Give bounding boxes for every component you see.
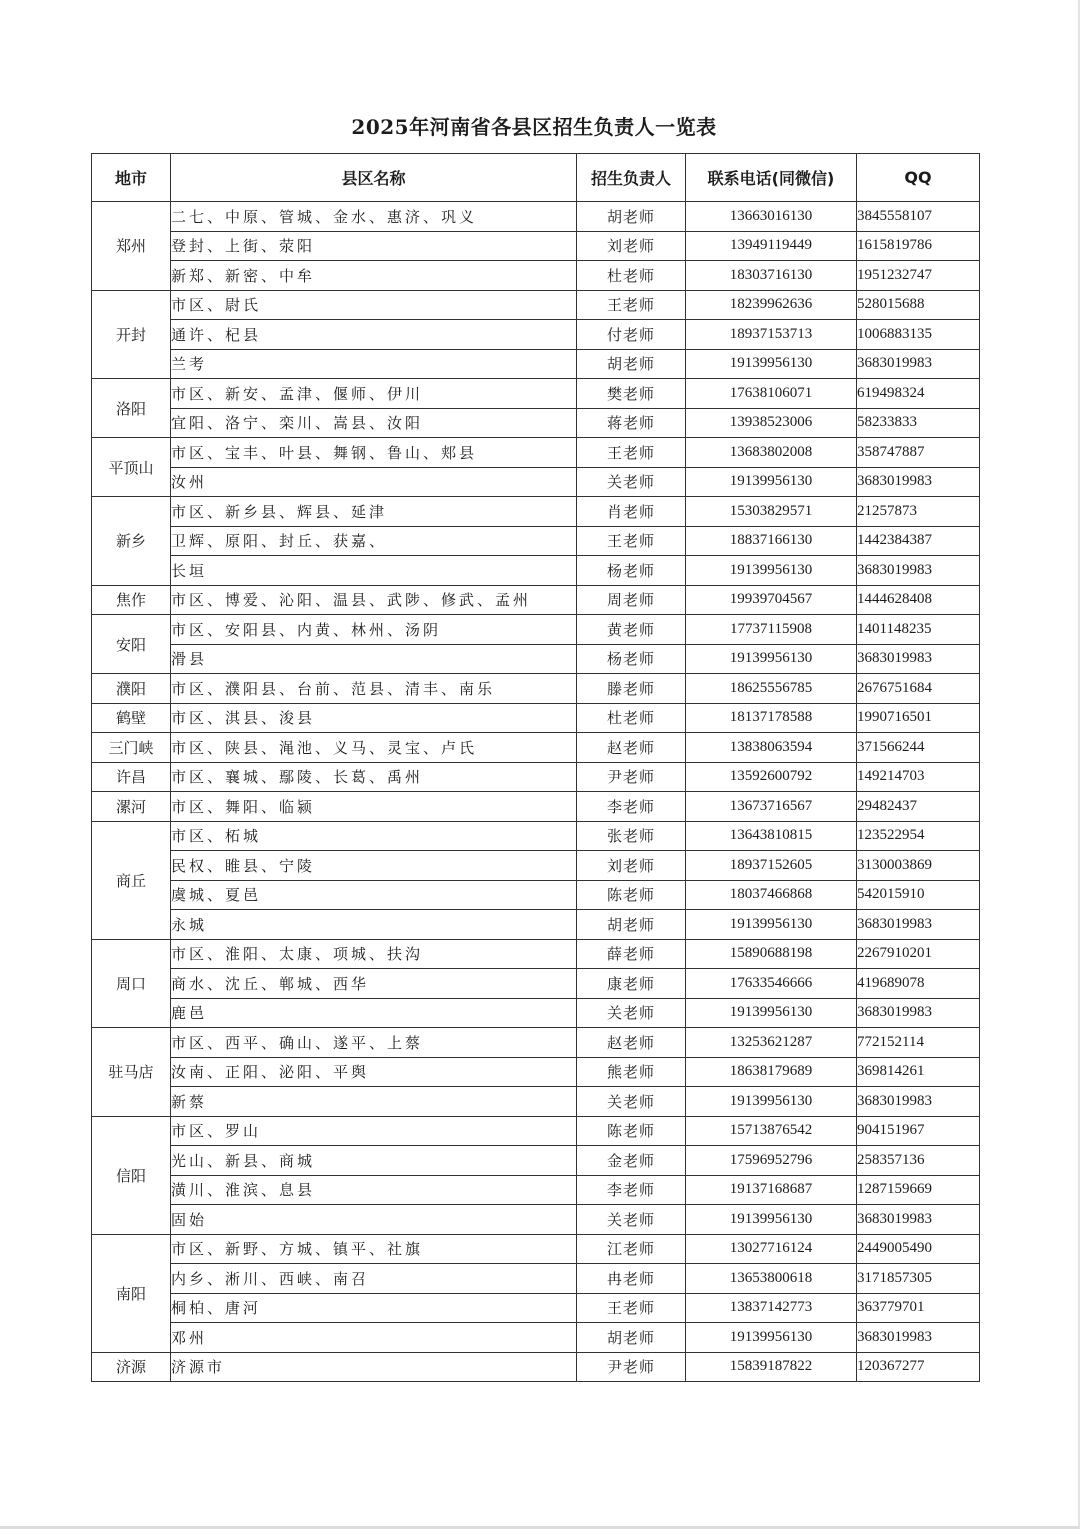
- table-row: [92, 1116, 980, 1146]
- qq-cell: 1615819786: [857, 231, 980, 261]
- city-cell: 焦作: [92, 585, 171, 615]
- person-cell: 关老师: [577, 1205, 686, 1235]
- document-title: 2025年河南省各县区招生负责人一览表: [351, 115, 717, 139]
- phone-cell: 13938523006: [686, 408, 857, 438]
- qq-cell: 1442384387: [857, 526, 980, 556]
- phone-cell: 18037466868: [686, 880, 857, 910]
- phone-cell: 13653800618: [686, 1264, 857, 1294]
- phone-cell: 19139956130: [686, 998, 857, 1028]
- table-row: [92, 615, 980, 645]
- table-row: [92, 1293, 980, 1323]
- person-cell: 杨老师: [577, 556, 686, 586]
- qq-cell: 120367277: [857, 1352, 980, 1382]
- counties-cell: 汝州: [171, 467, 577, 497]
- person-cell: 赵老师: [577, 733, 686, 763]
- qq-cell: 3683019983: [857, 1087, 980, 1117]
- phone-cell: 13643810815: [686, 821, 857, 851]
- header-phone: 联系电话(同微信): [686, 154, 857, 202]
- header-qq: QQ: [857, 154, 980, 202]
- table-row: [92, 998, 980, 1028]
- phone-cell: 15890688198: [686, 939, 857, 969]
- counties-cell: 市区、舞阳、临颍: [171, 792, 577, 822]
- phone-cell: 19137168687: [686, 1175, 857, 1205]
- person-cell: 杜老师: [577, 703, 686, 733]
- phone-cell: 19139956130: [686, 1087, 857, 1117]
- person-cell: 康老师: [577, 969, 686, 999]
- phone-cell: 18625556785: [686, 674, 857, 704]
- counties-cell: 市区、新野、方城、镇平、社旗: [171, 1234, 577, 1264]
- table-row: [92, 585, 980, 615]
- phone-cell: 19139956130: [686, 644, 857, 674]
- phone-cell: 18137178588: [686, 703, 857, 733]
- city-cell: 鹤壁: [92, 703, 171, 733]
- header-city: 地市: [92, 154, 171, 202]
- person-cell: 蒋老师: [577, 408, 686, 438]
- counties-cell: 内乡、淅川、西峡、南召: [171, 1264, 577, 1294]
- qq-cell: 3683019983: [857, 467, 980, 497]
- phone-cell: 13838063594: [686, 733, 857, 763]
- counties-cell: 滑县: [171, 644, 577, 674]
- qq-cell: 3683019983: [857, 349, 980, 379]
- person-cell: 杨老师: [577, 644, 686, 674]
- qq-cell: 3683019983: [857, 556, 980, 586]
- table-row: [92, 644, 980, 674]
- table-row: [92, 202, 980, 232]
- table-row: [92, 733, 980, 763]
- qq-cell: 1444628408: [857, 585, 980, 615]
- table-row: [92, 1146, 980, 1176]
- counties-cell: 新蔡: [171, 1087, 577, 1117]
- city-cell: 驻马店: [92, 1028, 171, 1117]
- person-cell: 尹老师: [577, 1352, 686, 1382]
- counties-cell: 市区、濮阳县、台前、范县、清丰、南乐: [171, 674, 577, 704]
- counties-cell: 潢川、淮滨、息县: [171, 1175, 577, 1205]
- table-row: [92, 880, 980, 910]
- qq-cell: 3683019983: [857, 910, 980, 940]
- person-cell: 薛老师: [577, 939, 686, 969]
- table-row: [92, 556, 980, 586]
- qq-cell: 258357136: [857, 1146, 980, 1176]
- city-cell: 新乡: [92, 497, 171, 586]
- city-cell: 商丘: [92, 821, 171, 939]
- table-row: [92, 1264, 980, 1294]
- counties-cell: 通许、杞县: [171, 320, 577, 350]
- person-cell: 樊老师: [577, 379, 686, 409]
- phone-cell: 19139956130: [686, 910, 857, 940]
- phone-cell: 19139956130: [686, 467, 857, 497]
- table-header-row: [92, 154, 980, 202]
- table-row: [92, 969, 980, 999]
- table-row: [92, 1323, 980, 1353]
- table-row: [92, 261, 980, 291]
- person-cell: 陈老师: [577, 880, 686, 910]
- counties-cell: 市区、淇县、浚县: [171, 703, 577, 733]
- qq-cell: 772152114: [857, 1028, 980, 1058]
- qq-cell: 358747887: [857, 438, 980, 468]
- person-cell: 付老师: [577, 320, 686, 350]
- table-row: [92, 1028, 980, 1058]
- table-row: [92, 821, 980, 851]
- phone-cell: 15303829571: [686, 497, 857, 527]
- table-row: [92, 910, 980, 940]
- city-cell: 濮阳: [92, 674, 171, 704]
- counties-cell: 兰考: [171, 349, 577, 379]
- person-cell: 李老师: [577, 792, 686, 822]
- phone-cell: 18638179689: [686, 1057, 857, 1087]
- person-cell: 胡老师: [577, 910, 686, 940]
- qq-cell: 3683019983: [857, 644, 980, 674]
- table-row: [92, 379, 980, 409]
- city-cell: 开封: [92, 290, 171, 379]
- person-cell: 王老师: [577, 438, 686, 468]
- person-cell: 杜老师: [577, 261, 686, 291]
- counties-cell: 宜阳、洛宁、栾川、嵩县、汝阳: [171, 408, 577, 438]
- city-cell: 平顶山: [92, 438, 171, 497]
- city-cell: 济源: [92, 1352, 171, 1382]
- city-cell: 周口: [92, 939, 171, 1028]
- table-row: [92, 939, 980, 969]
- counties-cell: 市区、西平、确山、遂平、上蔡: [171, 1028, 577, 1058]
- qq-cell: 1006883135: [857, 320, 980, 350]
- table-row: [92, 762, 980, 792]
- phone-cell: 13253621287: [686, 1028, 857, 1058]
- phone-cell: 18937152605: [686, 851, 857, 881]
- counties-cell: 长垣: [171, 556, 577, 586]
- table-row: [92, 792, 980, 822]
- phone-cell: 19139956130: [686, 1205, 857, 1235]
- phone-cell: 13837142773: [686, 1293, 857, 1323]
- qq-cell: 2676751684: [857, 674, 980, 704]
- table-row: [92, 1234, 980, 1264]
- qq-cell: 3683019983: [857, 1205, 980, 1235]
- counties-cell: 卫辉、原阳、封丘、获嘉、: [171, 526, 577, 556]
- person-cell: 李老师: [577, 1175, 686, 1205]
- qq-cell: 1990716501: [857, 703, 980, 733]
- counties-cell: 市区、宝丰、叶县、舞钢、鲁山、郏县: [171, 438, 577, 468]
- person-cell: 滕老师: [577, 674, 686, 704]
- counties-cell: 汝南、正阳、泌阳、平舆: [171, 1057, 577, 1087]
- qq-cell: 619498324: [857, 379, 980, 409]
- counties-cell: 永城: [171, 910, 577, 940]
- person-cell: 张老师: [577, 821, 686, 851]
- counties-cell: 商水、沈丘、郸城、西华: [171, 969, 577, 999]
- counties-cell: 新郑、新密、中牟: [171, 261, 577, 291]
- table-row: [92, 1087, 980, 1117]
- person-cell: 尹老师: [577, 762, 686, 792]
- person-cell: 关老师: [577, 998, 686, 1028]
- city-cell: 南阳: [92, 1234, 171, 1352]
- counties-cell: 市区、柘城: [171, 821, 577, 851]
- counties-cell: 市区、淮阳、太康、项城、扶沟: [171, 939, 577, 969]
- city-cell: 郑州: [92, 202, 171, 291]
- counties-cell: 民权、睢县、宁陵: [171, 851, 577, 881]
- counties-cell: 市区、新安、孟津、偃师、伊川: [171, 379, 577, 409]
- qq-cell: 21257873: [857, 497, 980, 527]
- phone-cell: 15713876542: [686, 1116, 857, 1146]
- table-body: [92, 202, 980, 1382]
- counties-cell: 市区、新乡县、辉县、延津: [171, 497, 577, 527]
- counties-cell: 市区、襄城、鄢陵、长葛、禹州: [171, 762, 577, 792]
- qq-cell: 528015688: [857, 290, 980, 320]
- qq-cell: 2449005490: [857, 1234, 980, 1264]
- person-cell: 黄老师: [577, 615, 686, 645]
- person-cell: 王老师: [577, 290, 686, 320]
- city-cell: 安阳: [92, 615, 171, 674]
- phone-cell: 18937153713: [686, 320, 857, 350]
- qq-cell: 1951232747: [857, 261, 980, 291]
- counties-cell: 济源市: [171, 1352, 577, 1382]
- qq-cell: 3845558107: [857, 202, 980, 232]
- enrollment-contacts-table: [91, 153, 980, 1382]
- person-cell: 金老师: [577, 1146, 686, 1176]
- table-row: [92, 349, 980, 379]
- table-row: [92, 1352, 980, 1382]
- phone-cell: 18837166130: [686, 526, 857, 556]
- city-cell: 三门峡: [92, 733, 171, 763]
- qq-cell: 3130003869: [857, 851, 980, 881]
- person-cell: 关老师: [577, 467, 686, 497]
- phone-cell: 19139956130: [686, 349, 857, 379]
- table-row: [92, 1175, 980, 1205]
- counties-cell: 鹿邑: [171, 998, 577, 1028]
- person-cell: 陈老师: [577, 1116, 686, 1146]
- header-person: 招生负责人: [577, 154, 686, 202]
- person-cell: 周老师: [577, 585, 686, 615]
- phone-cell: 17633546666: [686, 969, 857, 999]
- person-cell: 关老师: [577, 1087, 686, 1117]
- counties-cell: 桐柏、唐河: [171, 1293, 577, 1323]
- phone-cell: 19939704567: [686, 585, 857, 615]
- person-cell: 胡老师: [577, 349, 686, 379]
- person-cell: 冉老师: [577, 1264, 686, 1294]
- person-cell: 王老师: [577, 526, 686, 556]
- table-row: [92, 497, 980, 527]
- person-cell: 赵老师: [577, 1028, 686, 1058]
- qq-cell: 2267910201: [857, 939, 980, 969]
- phone-cell: 17596952796: [686, 1146, 857, 1176]
- counties-cell: 虞城、夏邑: [171, 880, 577, 910]
- qq-cell: 363779701: [857, 1293, 980, 1323]
- qq-cell: 1287159669: [857, 1175, 980, 1205]
- table-row: [92, 1057, 980, 1087]
- counties-cell: 市区、安阳县、内黄、林州、汤阴: [171, 615, 577, 645]
- phone-cell: 13683802008: [686, 438, 857, 468]
- qq-cell: 369814261: [857, 1057, 980, 1087]
- city-cell: 许昌: [92, 762, 171, 792]
- phone-cell: 19139956130: [686, 1323, 857, 1353]
- person-cell: 肖老师: [577, 497, 686, 527]
- table-row: [92, 526, 980, 556]
- qq-cell: 3683019983: [857, 998, 980, 1028]
- table-row: [92, 1205, 980, 1235]
- phone-cell: 13673716567: [686, 792, 857, 822]
- table-row: [92, 851, 980, 881]
- city-cell: 信阳: [92, 1116, 171, 1234]
- table-row: [92, 438, 980, 468]
- table-row: [92, 231, 980, 261]
- qq-cell: 371566244: [857, 733, 980, 763]
- table-row: [92, 703, 980, 733]
- person-cell: 江老师: [577, 1234, 686, 1264]
- qq-cell: 58233833: [857, 408, 980, 438]
- qq-cell: 149214703: [857, 762, 980, 792]
- person-cell: 熊老师: [577, 1057, 686, 1087]
- counties-cell: 市区、博爱、沁阳、温县、武陟、修武、孟州: [171, 585, 577, 615]
- counties-cell: 光山、新县、商城: [171, 1146, 577, 1176]
- counties-cell: 市区、尉氏: [171, 290, 577, 320]
- table-row: [92, 320, 980, 350]
- table-row: [92, 408, 980, 438]
- counties-cell: 登封、上街、荥阳: [171, 231, 577, 261]
- header-counties: 县区名称: [171, 154, 577, 202]
- qq-cell: 3683019983: [857, 1323, 980, 1353]
- person-cell: 胡老师: [577, 1323, 686, 1353]
- person-cell: 刘老师: [577, 231, 686, 261]
- counties-cell: 市区、陕县、渑池、义马、灵宝、卢氏: [171, 733, 577, 763]
- phone-cell: 19139956130: [686, 556, 857, 586]
- phone-cell: 13027716124: [686, 1234, 857, 1264]
- phone-cell: 17638106071: [686, 379, 857, 409]
- table-row: [92, 467, 980, 497]
- qq-cell: 123522954: [857, 821, 980, 851]
- person-cell: 王老师: [577, 1293, 686, 1323]
- counties-cell: 二七、中原、管城、金水、惠济、巩义: [171, 202, 577, 232]
- table-row: [92, 674, 980, 704]
- table-row: [92, 290, 980, 320]
- phone-cell: 18303716130: [686, 261, 857, 291]
- person-cell: 刘老师: [577, 851, 686, 881]
- qq-cell: 1401148235: [857, 615, 980, 645]
- phone-cell: 13663016130: [686, 202, 857, 232]
- phone-cell: 13592600792: [686, 762, 857, 792]
- phone-cell: 17737115908: [686, 615, 857, 645]
- qq-cell: 542015910: [857, 880, 980, 910]
- phone-cell: 18239962636: [686, 290, 857, 320]
- phone-cell: 13949119449: [686, 231, 857, 261]
- counties-cell: 固始: [171, 1205, 577, 1235]
- person-cell: 胡老师: [577, 202, 686, 232]
- qq-cell: 3171857305: [857, 1264, 980, 1294]
- qq-cell: 419689078: [857, 969, 980, 999]
- city-cell: 洛阳: [92, 379, 171, 438]
- qq-cell: 904151967: [857, 1116, 980, 1146]
- city-cell: 漯河: [92, 792, 171, 822]
- qq-cell: 29482437: [857, 792, 980, 822]
- counties-cell: 邓州: [171, 1323, 577, 1353]
- phone-cell: 15839187822: [686, 1352, 857, 1382]
- counties-cell: 市区、罗山: [171, 1116, 577, 1146]
